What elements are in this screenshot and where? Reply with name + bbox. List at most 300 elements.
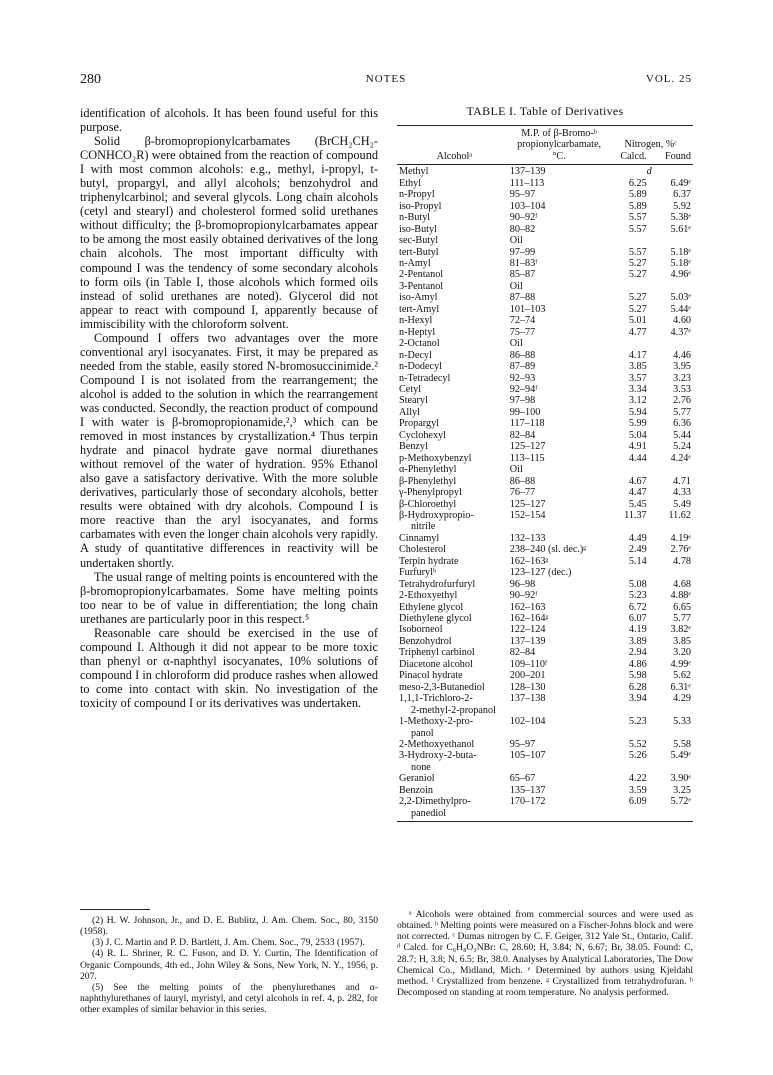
calcd-cell: 4.47 — [628, 487, 647, 499]
alcohol-name: 2-Ethoxyethyl — [399, 590, 458, 602]
derivatives-table — [397, 125, 693, 822]
table-row — [397, 292, 693, 303]
alcohol-name: sec-Butyl — [399, 235, 439, 247]
header-mp-2: propionylcarbamate, — [517, 139, 602, 151]
found-cell: 6.31ᵉ — [670, 681, 691, 693]
found-cell: 4.88ᵉ — [670, 590, 691, 602]
alcohol-name-cont: none — [411, 761, 431, 773]
table-row — [397, 796, 693, 821]
mp-cell: 85–87 — [509, 269, 536, 281]
table-row — [397, 235, 693, 246]
mp-cell: 82–84 — [509, 429, 536, 441]
table-row — [397, 739, 693, 750]
mp-cell: 111–113 — [509, 177, 545, 189]
mp-cell: 97–98 — [509, 395, 536, 407]
header-calcd: Calcd. — [608, 151, 646, 165]
table-row — [397, 315, 693, 326]
mp-cell: 87–89 — [509, 361, 536, 373]
found-cell: 3.23 — [673, 372, 691, 384]
alcohol-name-cont: nitrile — [411, 521, 436, 533]
reference-note: (5) See the melting points of the phenylurethanes and α-naphthylurethanes of lauryl, myristyl, and cetyl alcohols in ref. 4, p. 282, for other examples of similar behavior in this series. — [80, 981, 378, 1016]
table-row — [397, 350, 693, 361]
mp-cell: 135–137 — [509, 784, 546, 796]
found-cell: 3.82ᵉ — [670, 624, 691, 636]
table-row — [397, 258, 693, 269]
found-cell: 4.24ᵉ — [670, 452, 691, 464]
alcohol-name: Geraniol — [399, 773, 435, 785]
calcd-cell: 3.59 — [628, 784, 647, 796]
alcohol-cell — [397, 670, 510, 681]
mp-cell: 137–138 — [509, 693, 546, 705]
alcohol-cell — [397, 716, 510, 739]
calcd-cell: 5.94 — [628, 406, 647, 418]
found-cell: 5.49 — [673, 498, 691, 510]
calcd-cell: 5.01 — [628, 315, 647, 327]
found-cell: 5.77 — [673, 406, 691, 418]
body-paragraph: identification of alcohols. It has been found useful for this purpose. — [80, 106, 378, 135]
alcohol-name: tert-Butyl — [399, 246, 439, 258]
calcd-cell: 4.49 — [628, 532, 647, 544]
alcohol-name: n-Dodecyl — [399, 361, 442, 373]
table-row — [397, 716, 693, 739]
mp-cell: 137–139 — [509, 166, 546, 178]
calcd-cell: 5.57 — [628, 212, 647, 224]
found-cell: 2.76ᵉ — [670, 544, 691, 556]
mp-cell: 76–77 — [509, 487, 536, 499]
alcohol-name: n-Decyl — [399, 349, 432, 361]
found-cell — [647, 281, 693, 292]
mp-cell: 109–110ᶠ — [509, 658, 548, 670]
found-cell: 5.24 — [673, 441, 691, 453]
alcohol-name: γ-Phenylpropyl — [399, 487, 462, 499]
alcohol-name-cont: panediol — [411, 807, 447, 819]
mp-cell: 137–139 — [509, 635, 546, 647]
alcohol-name-cont: panol — [411, 727, 434, 739]
calcd-cell: 3.57 — [628, 372, 647, 384]
mp-cell: 99–100 — [509, 406, 541, 418]
calcd-cell: 5.14 — [628, 555, 647, 567]
alcohol-name: Pinacol hydrate — [399, 670, 463, 682]
calcd-cell: 4.86 — [628, 658, 647, 670]
table-row — [397, 750, 693, 773]
found-cell: 3.25 — [673, 784, 691, 796]
calcd-cell: 5.98 — [628, 670, 647, 682]
calcd-cell: 11.37 — [624, 509, 647, 521]
mp-cell: 102–104 — [509, 716, 546, 728]
mp-cell: 65–67 — [509, 773, 536, 785]
alcohol-name-cont: 2-methyl-2-propanol — [411, 704, 496, 716]
found-cell: 5.18ᵉ — [670, 246, 691, 258]
calcd-cell: 3.12 — [628, 395, 647, 407]
table-row — [397, 430, 693, 441]
table-row — [397, 659, 693, 670]
calcd-cell: 5.89 — [628, 200, 647, 212]
mp-cell: 101–103 — [509, 303, 546, 315]
page-number: 280 — [80, 72, 101, 87]
calcd-cell: 4.44 — [628, 452, 647, 464]
alcohol-name: n-Propyl — [399, 189, 435, 201]
alcohol-cell — [397, 796, 510, 821]
table-row — [397, 693, 693, 716]
alcohol-name: Cinnamyl — [399, 532, 440, 544]
alcohol-cell — [397, 224, 510, 235]
calcd-cell: 3.94 — [628, 693, 647, 705]
found-cell: 6.36 — [673, 418, 691, 430]
found-cell: 11.62 — [668, 509, 691, 521]
calcd-cell: 4.91 — [628, 441, 647, 453]
calcd-cell: 5.27 — [628, 257, 647, 269]
alcohol-cell — [397, 533, 510, 544]
mp-cell: 125–127 — [509, 441, 546, 453]
alcohol-cell — [397, 682, 510, 693]
found-cell: 4.33 — [673, 487, 691, 499]
calcd-cell — [608, 235, 646, 246]
table-row — [397, 304, 693, 315]
mp-cell: 87–88 — [509, 292, 536, 304]
mp-cell: 132–133 — [509, 532, 546, 544]
body-paragraph: Solid β-bromopropionylcarbamates (BrCH₂CH₂-CONHCO₂R) were obtained from the reaction of compound I with most common alcohols: e.g., methyl, i-propyl, t-butyl, propargyl, and allyl alcohols; benzohydrol and triphenylcarbinol; and several glycols. Long chain alcohols (cetyl and stearyl) and cholesterol formed solid urethanes without difficulty; the β-bromopropionylcarbamates appear to be among the most easily obtained derivatives of the long chain alcohols. The most important difficulty with compound I was the tendency of some secondary alcohols to form oils (in Table I, those alcohols which formed oils instead of solid urethanes are noted). Glycerol did not appear to react with compound I, apparently because of immiscibility with the chloroform solvent. — [80, 134, 378, 331]
table-row — [397, 556, 693, 567]
table-row — [397, 636, 693, 647]
alcohol-name: Ethylene glycol — [399, 601, 464, 613]
calcd-cell: 5.27 — [628, 303, 647, 315]
alcohol-cell — [397, 590, 510, 601]
alcohol-name: Stearyl — [399, 395, 428, 407]
calcd-cell: 5.27 — [628, 269, 647, 281]
calcd-cell: 4.77 — [628, 326, 647, 338]
table-row — [397, 773, 693, 784]
alcohol-cell — [397, 487, 510, 498]
header-mp-3: °C. — [510, 151, 609, 165]
alcohol-name: Diacetone alcohol — [399, 658, 473, 670]
found-cell: 4.96ᵉ — [670, 269, 691, 281]
alcohol-cell — [397, 418, 510, 429]
calcd-cell — [608, 165, 646, 178]
alcohol-name: β-Phenylethyl — [399, 475, 457, 487]
alcohol-cell — [397, 292, 510, 303]
footnote-d-marker: d — [646, 166, 652, 178]
table-caption: TABLE I. Table of Derivatives — [466, 104, 624, 118]
alcohol-name: n-Tetradecyl — [399, 372, 451, 384]
alcohol-name: n-Amyl — [399, 257, 431, 269]
found-cell — [647, 567, 693, 578]
calcd-cell: 2.94 — [628, 647, 647, 659]
found-cell: 3.20 — [673, 647, 691, 659]
alcohol-name: tert-Amyl — [399, 303, 440, 315]
alcohol-cell — [397, 165, 510, 178]
alcohol-cell — [397, 544, 510, 555]
alcohol-name: 3-Hydroxy-2-buta- — [399, 750, 477, 762]
found-cell — [647, 338, 693, 349]
mp-cell: 125–127 — [509, 498, 546, 510]
alcohol-name: Benzohydrol — [399, 635, 452, 647]
found-cell: 4.46 — [673, 349, 691, 361]
alcohol-cell — [397, 304, 510, 315]
alcohol-name: Tetrahydrofurfuryl — [399, 578, 476, 590]
calcd-cell — [608, 281, 646, 292]
alcohol-name: 1,1,1-Trichloro-2- — [399, 693, 473, 705]
mp-cell: 128–130 — [509, 681, 546, 693]
running-title: NOTES — [365, 73, 407, 85]
table-footnotes: ᵃ Alcohols were obtained from commercial sources and were used as obtained. ᵇ Melting points were measured on a Fischer-Johns block and were not corrected. ᶜ Dumas nitrogen by C. F. Geiger, 312 Yale St., Ontario, Calif. ᵈ Calcd. for C₆H₈O₃NBr: C, 28.60; H, 3.84; N, 6.67; Br, 38.05. Found: C, 28.7; H, 3.8; N, 6.5; Br, 38.0. Analyses by Analytical Laboratories, The Dow Chemical Co., Midland, Mich. ᵉ Determined by authors using Kjeldahl method. ᶠ Crystallized from benzene. ᵍ Crystallized from tetrahydrofuran. ʰ Decomposed on standing at room temperature. No analysis performed. — [397, 909, 693, 999]
found-cell: 3.85 — [673, 635, 691, 647]
found-cell: 4.29 — [673, 693, 691, 705]
table-row — [397, 590, 693, 601]
table-row — [397, 647, 693, 658]
alcohol-cell — [397, 624, 510, 635]
alcohol-name: 2-Octanol — [399, 338, 440, 350]
alcohol-cell — [397, 338, 510, 349]
calcd-cell — [608, 567, 646, 578]
table-row — [397, 165, 693, 178]
derivatives-table-block — [397, 104, 693, 822]
alcohol-cell — [397, 315, 510, 326]
mp-cell: 113–115 — [509, 452, 545, 464]
table-row — [397, 510, 693, 533]
calcd-cell: 6.72 — [628, 601, 647, 613]
alcohol-cell — [397, 269, 510, 280]
mp-cell: 162–164ᵍ — [509, 613, 549, 625]
table-row — [397, 407, 693, 418]
alcohol-name: Benzyl — [399, 441, 428, 453]
alcohol-name: Furfurylʰ — [399, 567, 437, 579]
reference-note: (2) H. W. Johnson, Jr., and D. E. Bublitz, J. Am. Chem. Soc., 80, 3150 (1958). — [80, 915, 378, 938]
alcohol-name: 2-Methoxyethanol — [399, 739, 475, 751]
calcd-cell: 4.67 — [628, 475, 647, 487]
calcd-cell: 6.07 — [628, 613, 647, 625]
table-row — [397, 602, 693, 613]
found-cell — [647, 464, 693, 475]
alcohol-cell — [397, 579, 510, 590]
reference-note: (4) R. L. Shriner, R. C. Fuson, and D. Y. Curtin, The Identification of Organic Compounds, 4th ed., John Wiley & Sons, New York, N. Y., 1956, p. 207. — [80, 948, 378, 982]
alcohol-cell — [397, 212, 510, 223]
header-nitrogen: Nitrogen, %ᶜ — [624, 139, 677, 151]
body-paragraph: The usual range of melting points is encountered with the β-bromopropionylcarbamates. Some have melting points too near to be of value in differentiation; the long chain urethanes are particularly poor in this respect.⁵ — [80, 569, 378, 626]
alcohol-cell — [397, 750, 510, 773]
found-cell: 5.62 — [673, 670, 691, 682]
table-row — [397, 189, 693, 200]
found-cell: 5.72ᵉ — [647, 796, 693, 821]
mp-cell: 103–104 — [509, 200, 546, 212]
alcohol-cell — [397, 556, 510, 567]
mp-cell: Oil — [509, 280, 523, 292]
calcd-cell: 5.57 — [628, 223, 647, 235]
calcd-cell: 5.99 — [628, 418, 647, 430]
alcohol-name: Benzoin — [399, 784, 433, 796]
mp-cell: 92–93 — [509, 372, 536, 384]
alcohol-name: Propargyl — [399, 418, 439, 430]
alcohol-cell — [397, 430, 510, 441]
found-cell: 4.68 — [673, 578, 691, 590]
mp-cell: 238–240 (sl. dec.)ᵍ — [509, 544, 587, 556]
found-cell: 5.61ᵉ — [670, 223, 691, 235]
mp-cell: 90–92ᶠ — [509, 590, 538, 602]
alcohol-cell — [397, 327, 510, 338]
table-body — [397, 165, 693, 822]
table-row — [397, 384, 693, 395]
alcohol-cell — [397, 350, 510, 361]
calcd-cell: 5.26 — [628, 750, 647, 762]
calcd-cell — [608, 338, 646, 349]
table-row — [397, 418, 693, 429]
alcohol-name: n-Heptyl — [399, 326, 436, 338]
mp-cell: 96–98 — [509, 578, 536, 590]
mp-cell: 81–83ᶠ — [509, 257, 538, 269]
table-row — [397, 579, 693, 590]
table-row — [397, 785, 693, 796]
alcohol-cell — [397, 636, 510, 647]
table-row — [397, 533, 693, 544]
mp-cell: 86–88 — [509, 349, 536, 361]
table-row — [397, 567, 693, 578]
alcohol-cell — [397, 247, 510, 258]
table-row — [397, 487, 693, 498]
references-footnotes — [80, 909, 378, 1015]
calcd-cell: 3.89 — [628, 635, 647, 647]
alcohol-cell — [397, 258, 510, 269]
table-row — [397, 624, 693, 635]
alcohol-name: 1-Methoxy-2-pro- — [399, 716, 474, 728]
found-cell: 5.38ᵉ — [670, 212, 691, 224]
alcohol-cell — [397, 235, 510, 246]
header-mp-1: M.P. of β-Bromo-ᵇ — [510, 126, 609, 140]
calcd-cell: 6.28 — [628, 681, 647, 693]
alcohol-cell — [397, 510, 510, 533]
header-found: Found — [647, 151, 693, 165]
found-cell: 6.65 — [673, 601, 691, 613]
mp-cell: Oil — [509, 464, 523, 476]
table-row — [397, 476, 693, 487]
calcd-cell: 5.89 — [628, 189, 647, 201]
calcd-cell: 5.45 — [628, 498, 647, 510]
alcohol-name: Triphenyl carbinol — [399, 647, 475, 659]
calcd-cell: 4.22 — [628, 773, 647, 785]
found-cell: 5.77 — [673, 613, 691, 625]
alcohol-name: Cholesterol — [399, 544, 446, 556]
table-row — [397, 281, 693, 292]
found-cell: 5.58 — [673, 739, 691, 751]
mp-cell: 92–94ᶠ — [509, 383, 538, 395]
alcohol-name: 2,2-Dimethylpro- — [399, 796, 471, 808]
alcohol-cell — [397, 602, 510, 613]
alcohol-cell — [397, 499, 510, 510]
alcohol-name: Allyl — [399, 406, 420, 418]
alcohol-cell — [397, 395, 510, 406]
calcd-cell: 5.57 — [628, 246, 647, 258]
alcohol-name: β-Chloroethyl — [399, 498, 457, 510]
alcohol-cell — [397, 178, 510, 189]
body-paragraph: Compound I offers two advantages over the more conventional aryl isocyanates. First, it may be prepared as needed from the stable, easily stored N-bromosuccinimide.² Compound I is not isolated from the rearrangement; the alcohol is added to the solution in which the rearrangement was conducted. Secondly, the reaction product of compound I with water is β-bromopropionamide,²,³ which can be removed in most instances by crystallization.⁴ Thus terpin hydrate and pinacol hydrate gave normal diurethanes without removel of the water of hydration. 95% Ethanol also gave a satisfactory derivative. With the more soluble derivatives, particularly those of secondary alcohols, better results were obtained with dry alcohols. Compound I is more reactive than the aryl isocyanates, and forms carbamates with even the longer chain alcohols very rapidly. A study of quantitative differences in reactivity will be undertaken shortly. — [80, 330, 378, 570]
table-row — [397, 212, 693, 223]
volume-label: VOL. 25 — [645, 73, 692, 85]
found-cell: 3.95 — [673, 361, 691, 373]
mp-cell: 97–99 — [509, 246, 536, 258]
found-cell: 6.49ᵉ — [670, 177, 691, 189]
alcohol-name: β-Hydroxypropio- — [399, 509, 474, 521]
footnote-rule — [80, 909, 150, 910]
body-text-column — [80, 106, 378, 710]
alcohol-cell — [397, 476, 510, 487]
alcohol-cell — [397, 613, 510, 624]
table-row — [397, 464, 693, 475]
table-row — [397, 670, 693, 681]
mp-cell: 105–107 — [509, 750, 546, 762]
mp-cell: 170–172 — [510, 796, 609, 821]
alcohol-name: iso-Propyl — [399, 200, 442, 212]
alcohol-cell — [397, 785, 510, 796]
alcohol-cell — [397, 201, 510, 212]
calcd-cell: 5.27 — [628, 292, 647, 304]
found-cell: 6.37 — [673, 189, 691, 201]
alcohol-name: Cyclohexyl — [399, 429, 446, 441]
alcohol-name: n-Hexyl — [399, 315, 433, 327]
alcohol-cell — [397, 361, 510, 372]
table-row — [397, 361, 693, 372]
found-cell: 5.44 — [673, 429, 691, 441]
alcohol-name: Cetyl — [399, 383, 422, 395]
mp-cell: 122–124 — [509, 624, 546, 636]
found-cell: 4.71 — [673, 475, 691, 487]
mp-cell: Oil — [509, 235, 523, 247]
found-cell: 5.49ᵉ — [670, 750, 691, 762]
calcd-cell: 4.17 — [628, 349, 647, 361]
alcohol-cell — [397, 739, 510, 750]
table-row — [397, 441, 693, 452]
found-cell: 4.99ᵉ — [670, 658, 691, 670]
alcohol-name: meso-2,3-Butanediol — [399, 681, 485, 693]
alcohol-name: Terpin hydrate — [399, 555, 459, 567]
alcohol-cell — [397, 464, 510, 475]
mp-cell: 82–84 — [509, 647, 536, 659]
calcd-cell: 5.23 — [628, 716, 647, 728]
found-cell: 3.90ᵉ — [670, 773, 691, 785]
alcohol-name: Ethyl — [399, 177, 422, 189]
calcd-cell — [608, 464, 646, 475]
alcohol-cell — [397, 659, 510, 670]
alcohol-name: 3-Pentanol — [399, 280, 444, 292]
alcohol-name: 2-Pentanol — [399, 269, 444, 281]
table-row — [397, 373, 693, 384]
calcd-cell: 3.34 — [628, 383, 647, 395]
mp-cell: 117–118 — [509, 418, 545, 430]
alcohol-cell — [397, 567, 510, 578]
calcd-cell: 5.23 — [628, 590, 647, 602]
mp-cell: Oil — [509, 338, 523, 350]
alcohol-name: iso-Butyl — [399, 223, 437, 235]
table-row — [397, 201, 693, 212]
header-alcohol: Alcoholᵃ — [397, 151, 510, 165]
mp-cell: 86–88 — [509, 475, 536, 487]
alcohol-cell — [397, 453, 510, 464]
mp-cell: 152–154 — [509, 509, 546, 521]
found-cell: 5.44ᵉ — [670, 303, 691, 315]
found-cell: 2.76 — [673, 395, 691, 407]
alcohol-name: Isoborneol — [399, 624, 443, 636]
alcohol-cell — [397, 647, 510, 658]
calcd-cell: 2.49 — [628, 544, 647, 556]
table-row — [397, 395, 693, 406]
table-row — [397, 544, 693, 555]
table-row — [397, 613, 693, 624]
body-paragraph: Reasonable care should be exercised in the use of compound I. Although it did not appear to be more toxic than phenyl or α-naphthyl isocyanates, 10% solutions of compound I in chloroform did produce rashes when allowed to come into contact with skin. No investigation of the toxicity of compound I or its derivatives was undertaken. — [80, 625, 378, 710]
table-row — [397, 247, 693, 258]
alcohol-name: iso-Amyl — [399, 292, 438, 304]
calcd-cell: 4.19 — [628, 624, 647, 636]
found-cell — [647, 235, 693, 246]
found-cell: 4.78 — [673, 555, 691, 567]
alcohol-cell — [397, 189, 510, 200]
calcd-cell: 5.52 — [628, 739, 647, 751]
